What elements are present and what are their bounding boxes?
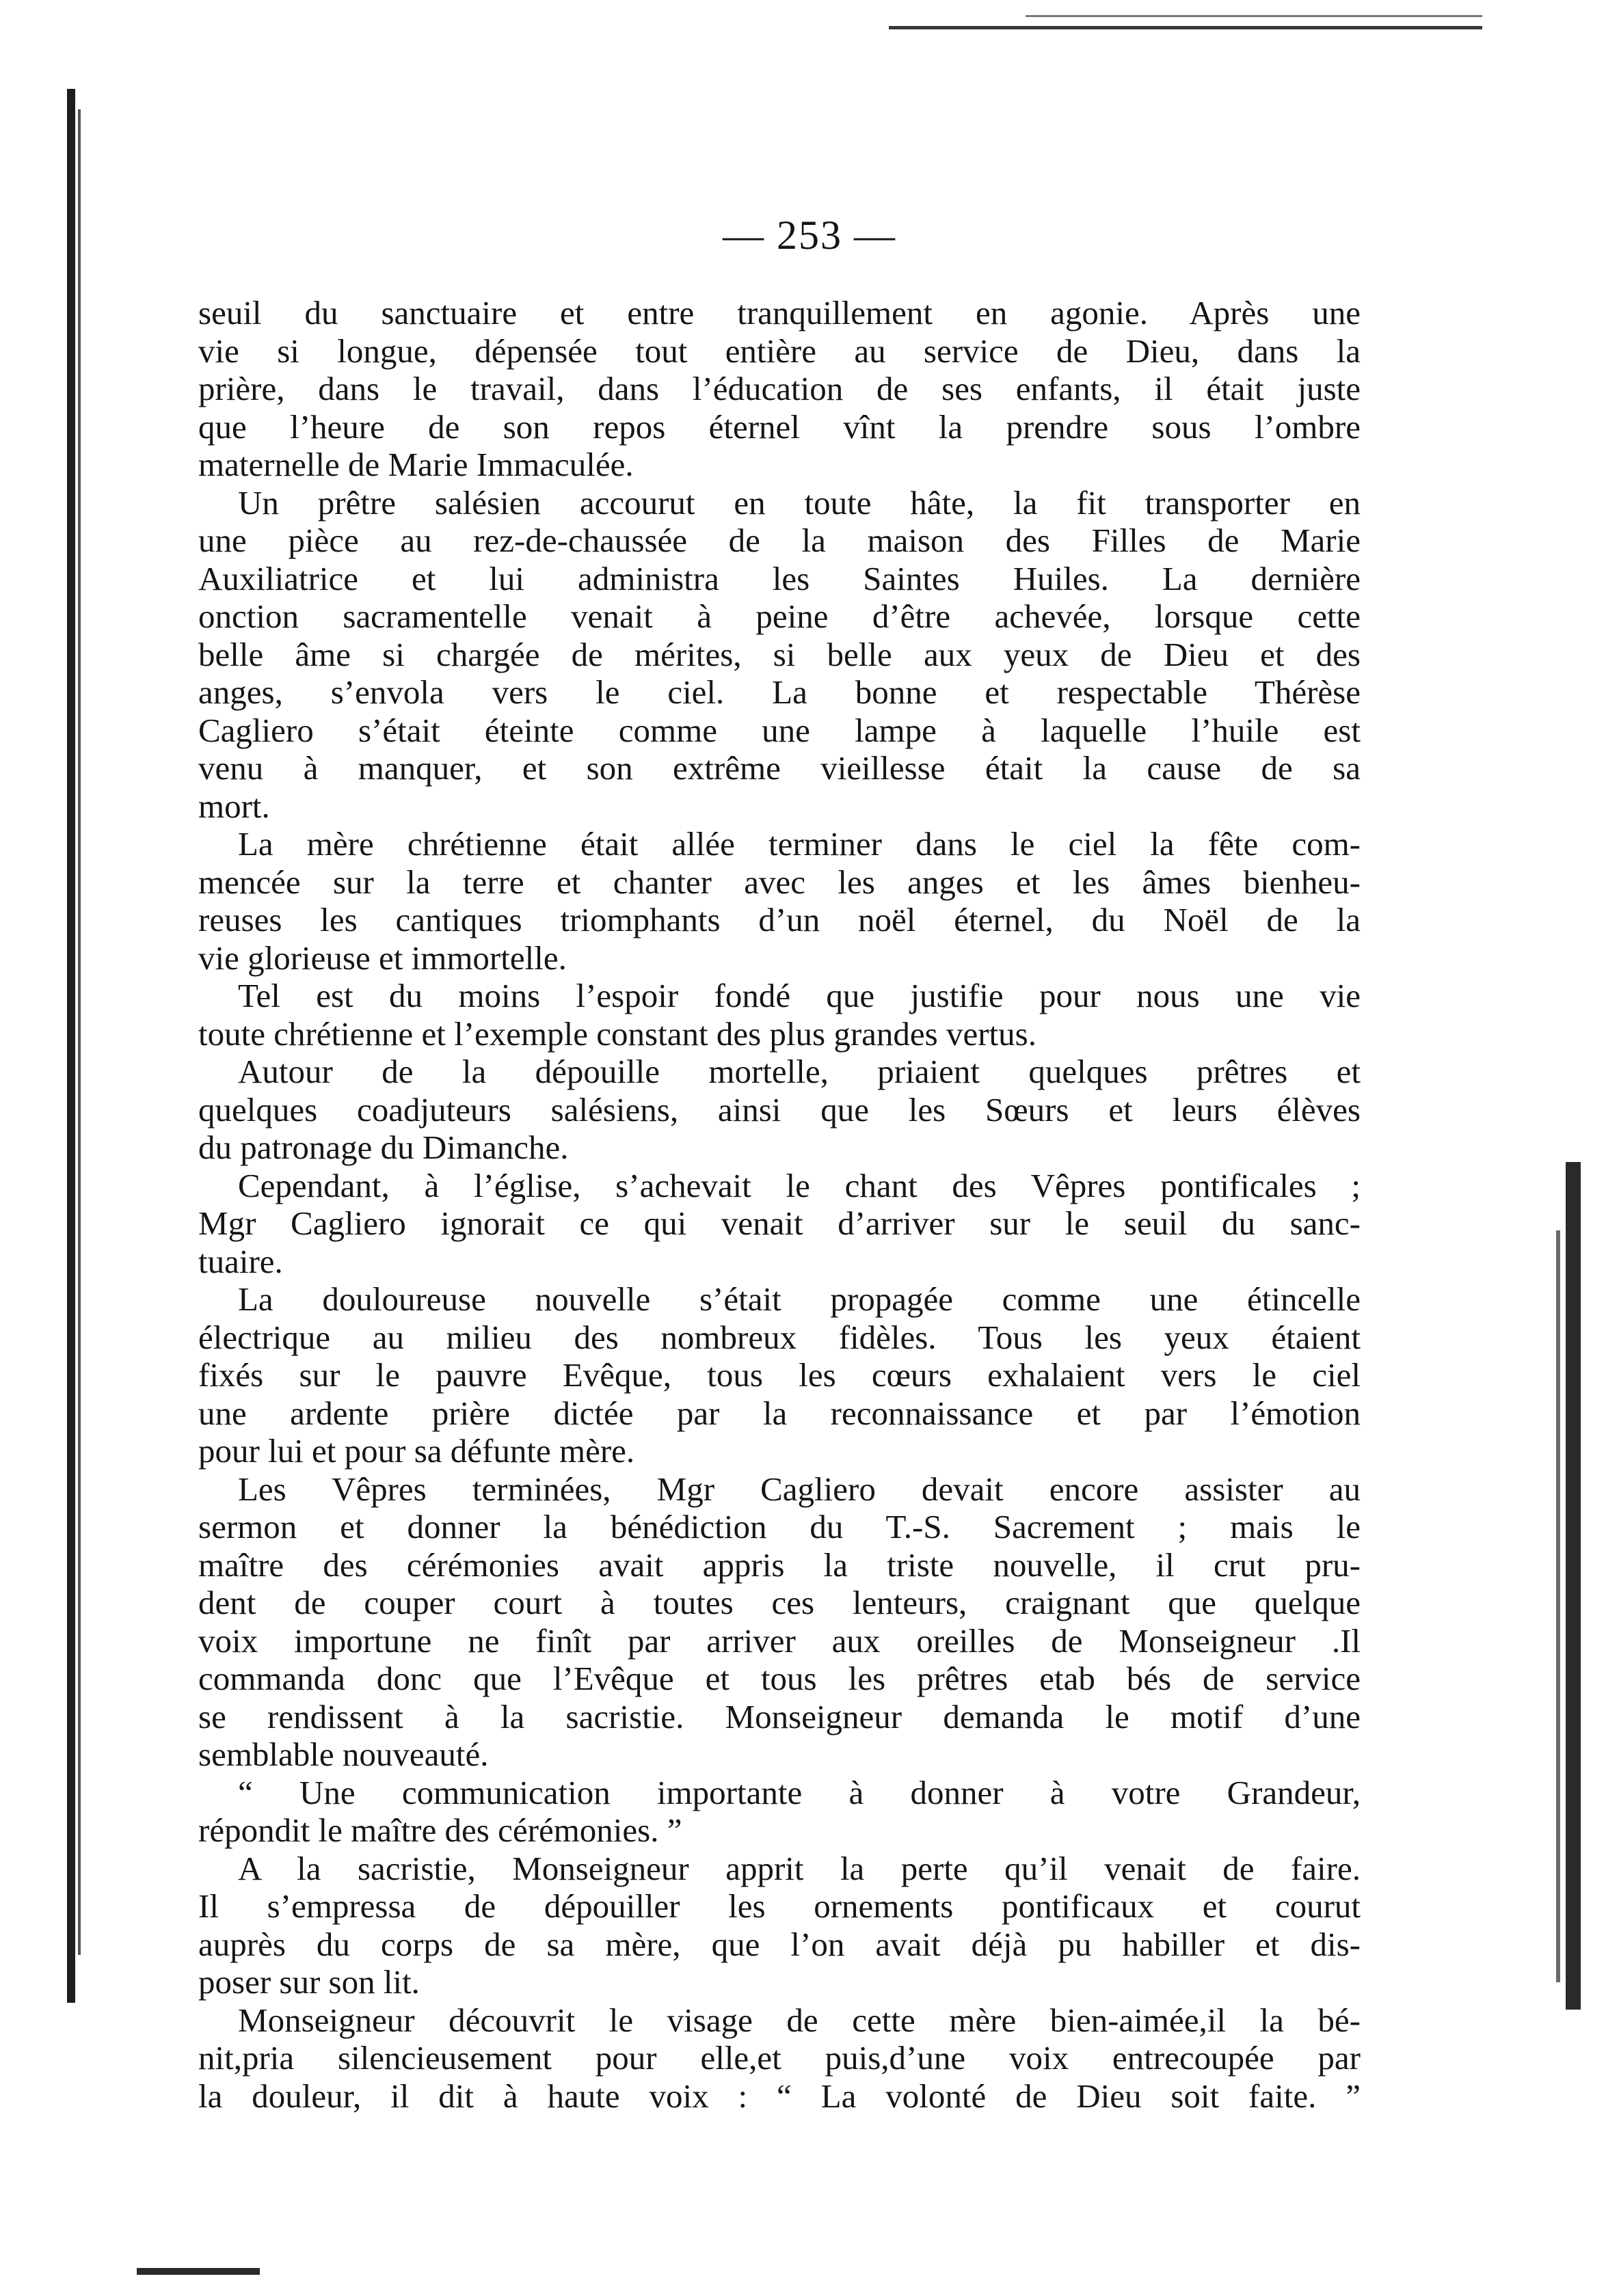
text-line: semblable nouveauté. xyxy=(198,1735,489,1773)
text-line: la douleur, il dit à haute voix : “ La volonté de Dieu soit faite. ” xyxy=(198,2077,1361,2115)
scan-edge-line xyxy=(1026,15,1482,17)
paragraph xyxy=(198,977,1361,1053)
text-line: sermon et donner la bénédiction du T.-S. Sacrement ; mais le xyxy=(198,1508,1361,1545)
text-line: une ardente prière dictée par la reconnaissance et par l’émotion xyxy=(198,1394,1361,1432)
text-line: anges, s’envola vers le ciel. La bonne et respectable Thérèse xyxy=(198,673,1361,711)
text-line: La mère chrétienne était allée terminer dans le ciel la fête com- xyxy=(238,825,1361,863)
text-line: pour lui et pour sa défunte mère. xyxy=(198,1432,635,1470)
text-line: du patronage du Dimanche. xyxy=(198,1129,569,1166)
paragraph xyxy=(198,1167,1361,1281)
text-line: Autour de la dépouille mortelle, priaient quelques prêtres et xyxy=(238,1053,1361,1090)
text-line: A la sacristie, Monseigneur apprit la perte qu’il venait de faire. xyxy=(238,1849,1361,1887)
text-line: répondit le maître des cérémonies. ” xyxy=(198,1811,682,1849)
text-line: maternelle de Marie Immaculée. xyxy=(198,446,634,483)
text-line: nit,pria silencieusement pour elle,et puis,d’une voix entrecoupée par xyxy=(198,2039,1361,2077)
text-line: mort. xyxy=(198,787,270,825)
paragraph xyxy=(198,1850,1361,2001)
text-line: tuaire. xyxy=(198,1242,283,1280)
text-line: Monseigneur découvrit le visage de cette mère bien-aimée,il la bé- xyxy=(238,2001,1361,2039)
text-line: poser sur son lit. xyxy=(198,1963,420,2001)
paragraph xyxy=(198,484,1361,826)
paragraph xyxy=(198,1280,1361,1470)
scan-binding-shadow xyxy=(67,89,75,2003)
paragraph xyxy=(198,1053,1361,1167)
scan-edge-line xyxy=(889,26,1482,29)
body-text xyxy=(198,294,1361,2115)
text-line: toute chrétienne et l’exemple constant des plus grandes vertus. xyxy=(198,1014,1036,1053)
paragraph xyxy=(198,1774,1361,1850)
scan-edge-shadow xyxy=(1556,1230,1560,1982)
text-line: Un prêtre salésien accourut en toute hâte, la fit transporter en xyxy=(238,483,1361,522)
paragraph xyxy=(198,1470,1361,1774)
text-line: que l’heure de son repos éternel vînt la prendre sous l’ombre xyxy=(198,407,1361,446)
text-line: belle âme si chargée de mérites, si belle aux yeux de Dieu et des xyxy=(198,635,1361,673)
text-line: voix importune ne finît par arriver aux oreilles de Monseigneur .Il xyxy=(198,1621,1361,1660)
text-line: La douloureuse nouvelle s’était propagée comme une étincelle xyxy=(238,1280,1361,1318)
text-line: Cagliero s’était éteinte comme une lampe à laquelle l’huile est xyxy=(198,711,1361,749)
text-line: vie glorieuse et immortelle. xyxy=(198,938,567,977)
text-line: quelques coadjuteurs salésiens, ainsi que les Sœurs et leurs élèves xyxy=(198,1090,1361,1129)
scan-binding-shadow xyxy=(78,109,81,1955)
scan-edge-line xyxy=(137,2268,260,2275)
page-number: — 253 — xyxy=(723,213,896,258)
paragraph xyxy=(198,294,1361,484)
text-line: Les Vêpres terminées, Mgr Cagliero devait encore assister au xyxy=(238,1470,1361,1508)
text-line: Tel est du moins l’espoir fondé que justifie pour nous une vie xyxy=(238,977,1361,1014)
text-line: Mgr Cagliero ignorait ce qui venait d’arriver sur le seuil du sanc- xyxy=(198,1204,1361,1242)
text-line: prière, dans le travail, dans l’éducation de ses enfants, il était juste xyxy=(198,370,1361,407)
scan-edge-shadow xyxy=(1566,1162,1581,2010)
text-line: Il s’empressa de dépouiller les ornements pontificaux et courut xyxy=(198,1887,1361,1925)
text-line: électrique au milieu des nombreux fidèles. Tous les yeux étaient xyxy=(198,1318,1361,1356)
text-line: mencée sur la terre et chanter avec les anges et les âmes bienheu- xyxy=(198,863,1361,901)
text-line: maître des cérémonies avait appris la triste nouvelle, il crut pru- xyxy=(198,1545,1361,1584)
text-line: onction sacramentelle venait à peine d’être achevée, lorsque cette xyxy=(198,597,1361,635)
text-line: fixés sur le pauvre Evêque, tous les cœurs exhalaient vers le ciel xyxy=(198,1356,1361,1394)
text-line: Cependant, à l’église, s’achevait le chant des Vêpres pontificales ; xyxy=(238,1166,1361,1204)
text-line: “ Une communication importante à donner à votre Grandeur, xyxy=(238,1773,1361,1811)
text-line: se rendissent à la sacristie. Monseigneur demanda le motif d’une xyxy=(198,1697,1361,1735)
text-line: venu à manquer, et son extrême vieillesse était la cause de sa xyxy=(198,749,1361,787)
paragraph xyxy=(198,825,1361,977)
text-line: commanda donc que l’Evêque et tous les prêtres etab bés de service xyxy=(198,1660,1361,1697)
text-line: seuil du sanctuaire et entre tranquillement en agonie. Après une xyxy=(198,294,1361,332)
text-line: Auxiliatrice et lui administra les Saintes Huiles. La dernière xyxy=(198,559,1361,597)
text-line: vie si longue, dépensée tout entière au service de Dieu, dans la xyxy=(198,332,1361,370)
paragraph xyxy=(198,2001,1361,2116)
text-line: dent de couper court à toutes ces lenteurs, craignant que quelque xyxy=(198,1584,1361,1621)
text-line: auprès du corps de sa mère, que l’on avait déjà pu habiller et dis- xyxy=(198,1925,1361,1963)
text-line: reuses les cantiques triomphants d’un noël éternel, du Noël de la xyxy=(198,901,1361,938)
text-line: une pièce au rez-de-chaussée de la maison des Filles de Marie xyxy=(198,522,1361,559)
